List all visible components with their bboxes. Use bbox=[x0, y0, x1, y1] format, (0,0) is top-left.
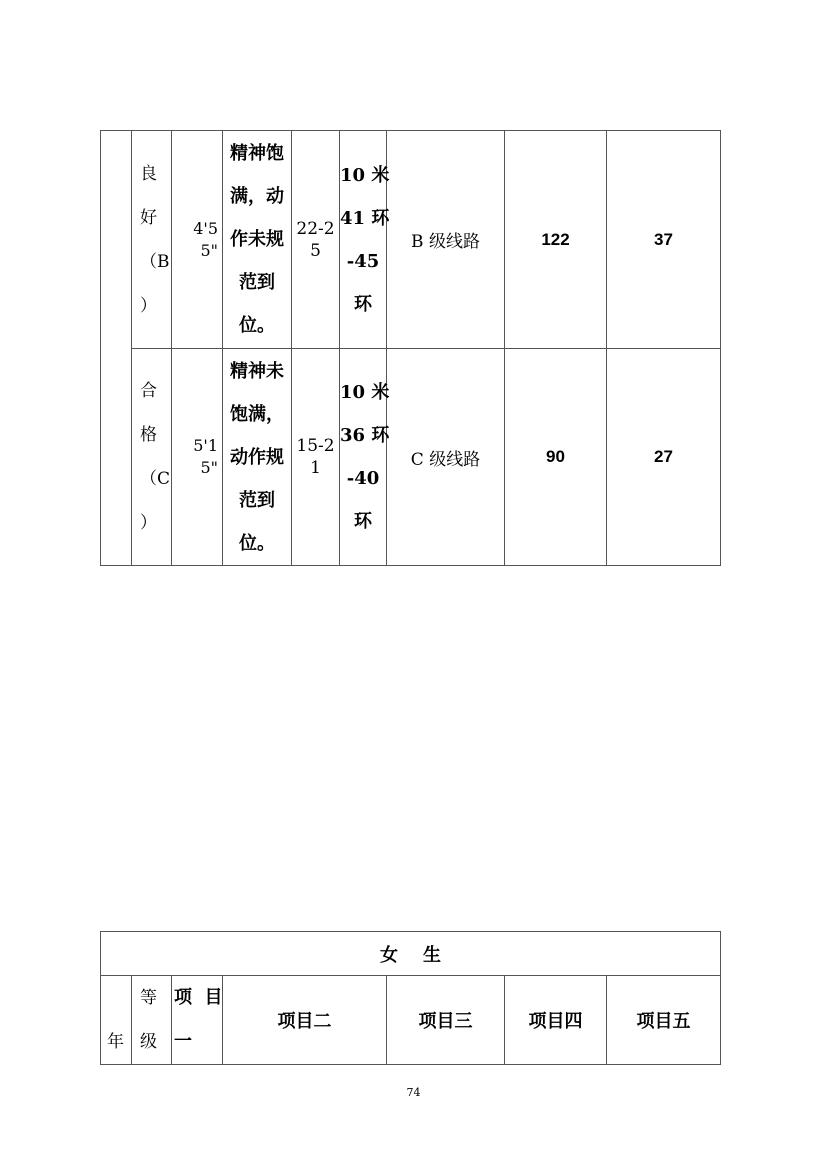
table-row bbox=[101, 131, 721, 349]
header-item3: 项目三 bbox=[387, 976, 505, 1065]
time-cell: 5'1 5" bbox=[172, 349, 223, 566]
table-header-row bbox=[101, 976, 721, 1065]
female-standards-table bbox=[100, 931, 721, 1065]
standards-table-continued bbox=[100, 130, 721, 566]
score-cell: 37 bbox=[607, 131, 721, 349]
route-cell: B 级线路 bbox=[387, 131, 505, 349]
spirit-cell: 精神未 饱满， 动作规 范到 位。 bbox=[223, 349, 292, 566]
rings-cell: 10 米 36 环 -40 环 bbox=[340, 349, 387, 566]
route-cell: C 级线路 bbox=[387, 349, 505, 566]
score-cell: 90 bbox=[505, 349, 607, 566]
score-cell: 122 bbox=[505, 131, 607, 349]
time-cell: 4'5 5" bbox=[172, 131, 223, 349]
table-title-row bbox=[101, 932, 721, 976]
score-cell: 27 bbox=[607, 349, 721, 566]
header-item2: 项目二 bbox=[223, 976, 387, 1065]
count-cell: 15-2 1 bbox=[292, 349, 340, 566]
grade-cell: 良 好 （B ） bbox=[132, 131, 172, 349]
header-item5: 项目五 bbox=[607, 976, 721, 1065]
page-number: 74 bbox=[406, 1086, 421, 1099]
table-row bbox=[101, 349, 721, 566]
header-grade: 等 级 bbox=[132, 976, 172, 1065]
grade-cell: 合 格 （C ） bbox=[132, 349, 172, 566]
rings-cell: 10 米 41 环 -45 环 bbox=[340, 131, 387, 349]
count-cell: 22-2 5 bbox=[292, 131, 340, 349]
spirit-cell: 精神饱 满，动 作未规 范到 位。 bbox=[223, 131, 292, 349]
table-title: 女 生 bbox=[101, 932, 721, 976]
year-cell bbox=[101, 131, 132, 566]
header-item1: 项 目 一 bbox=[172, 976, 223, 1065]
header-item4: 项目四 bbox=[505, 976, 607, 1065]
header-year: 年 bbox=[101, 976, 132, 1065]
